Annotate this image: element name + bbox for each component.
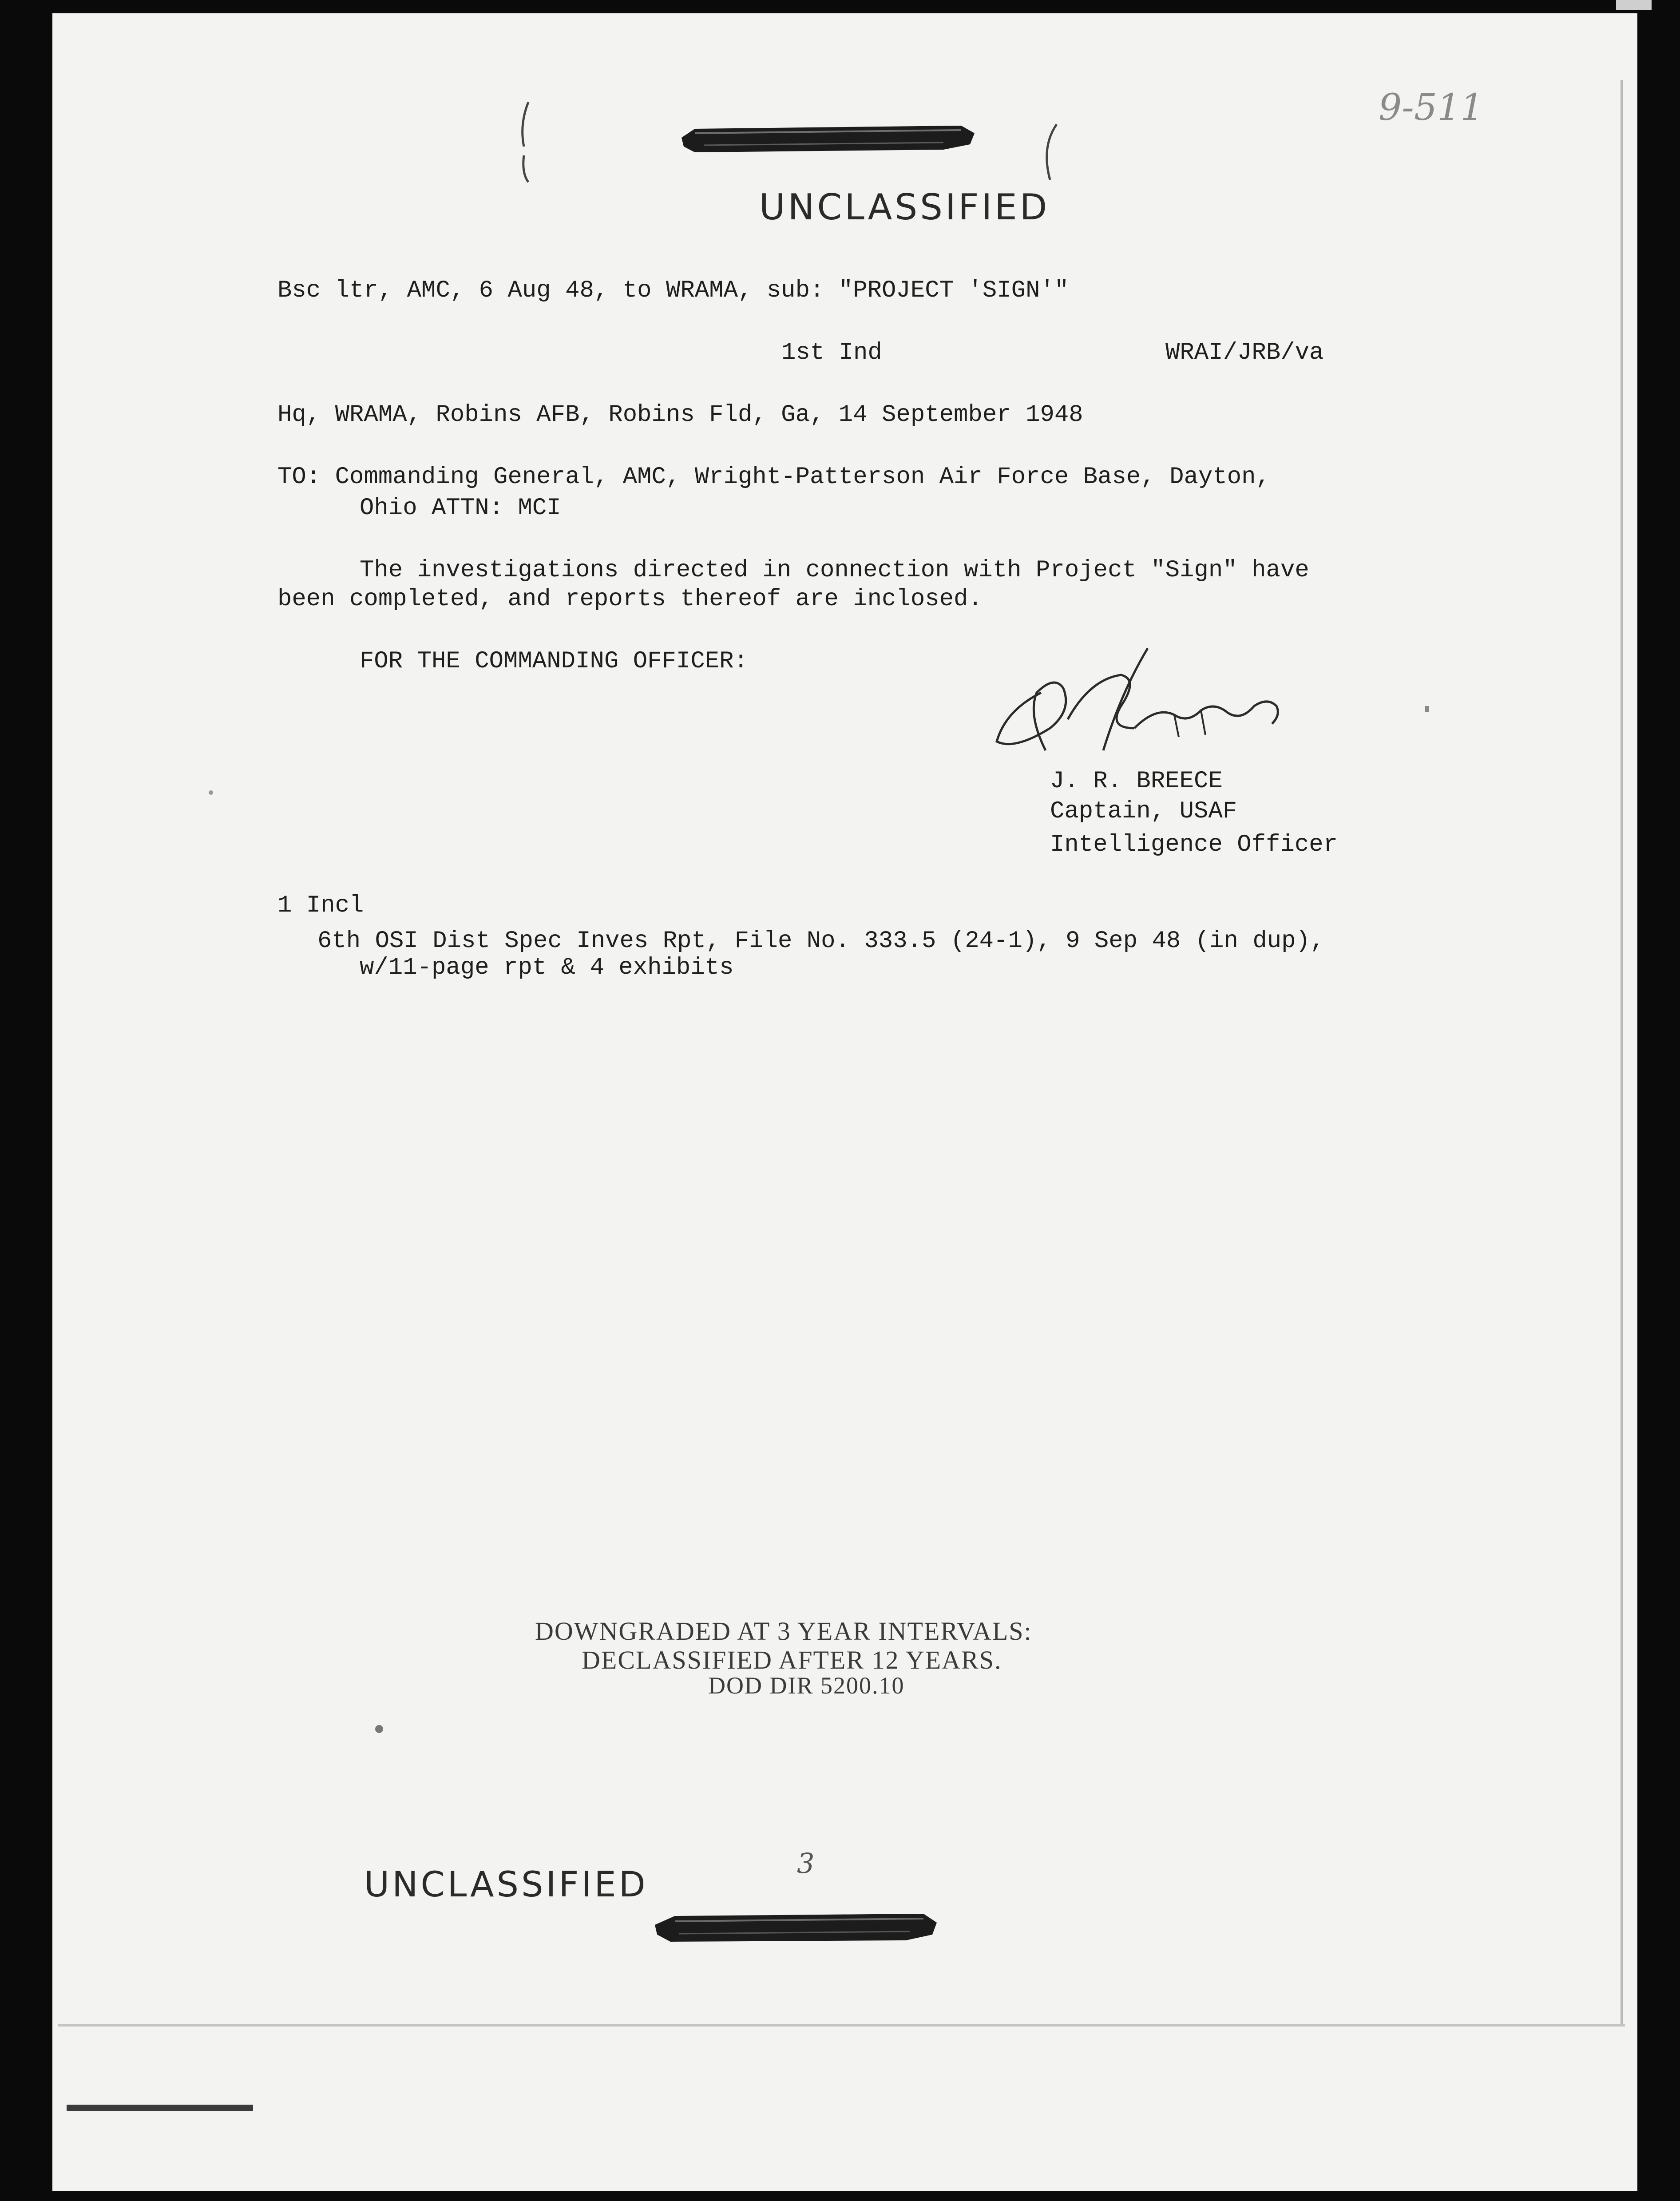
classification-marking-top: UNCLASSIFIED	[759, 186, 1050, 228]
downgrade-stamp-line: DECLASSIFIED AFTER 12 YEARS.	[582, 1646, 1002, 1674]
scan-speck	[209, 790, 213, 795]
body-paragraph-line: The investigations directed in connection with Project "Sign" have	[360, 557, 1309, 584]
reference-line: Bsc ltr, AMC, 6 Aug 48, to WRAMA, sub: "PROJECT 'SIGN'"	[277, 277, 1069, 304]
downgrade-stamp-line: DOD DIR 5200.10	[708, 1672, 905, 1699]
file-code: WRAI/JRB/va	[1165, 339, 1324, 366]
scan-edge-line	[58, 2024, 1625, 2027]
page-number: 3	[797, 1847, 815, 1880]
signer-name: J. R. BREECE	[1050, 768, 1223, 795]
handwritten-file-number: 9-511	[1379, 87, 1484, 129]
handwritten-signature	[988, 639, 1299, 786]
body-paragraph-line: been completed, and reports thereof are inclosed.	[277, 586, 983, 613]
enclosure-line: 6th OSI Dist Spec Inves Rpt, File No. 333.5 (24-1), 9 Sep 48 (in dup),	[317, 928, 1325, 955]
addressee-line-continued: Ohio ATTN: MCI	[360, 495, 561, 522]
scan-artifact	[67, 2105, 253, 2111]
scan-edge-line	[1621, 80, 1623, 2025]
enclosure-heading: 1 Incl	[277, 892, 364, 919]
downgrade-stamp-line: DOWNGRADED AT 3 YEAR INTERVALS:	[535, 1617, 1032, 1646]
origin-line: Hq, WRAMA, Robins AFB, Robins Fld, Ga, 14 September 1948	[277, 401, 1083, 428]
scan-speck	[375, 1725, 383, 1733]
signer-title: Intelligence Officer	[1050, 831, 1338, 858]
redaction-bar-bottom	[648, 1903, 941, 1951]
signer-rank: Captain, USAF	[1050, 798, 1237, 825]
indorsement-label: 1st Ind	[781, 339, 882, 366]
addressee-line: TO: Commanding General, AMC, Wright-Patterson Air Force Base, Dayton,	[277, 464, 1270, 491]
classification-marking-bottom: UNCLASSIFIED	[364, 1865, 648, 1905]
redaction-bar-top	[677, 113, 979, 162]
enclosure-line-continued: w/11-page rpt & 4 exhibits	[360, 954, 734, 981]
scan-speck	[1425, 706, 1429, 712]
signature-block-heading: FOR THE COMMANDING OFFICER:	[360, 648, 748, 675]
scan-artifact	[1616, 0, 1652, 10]
